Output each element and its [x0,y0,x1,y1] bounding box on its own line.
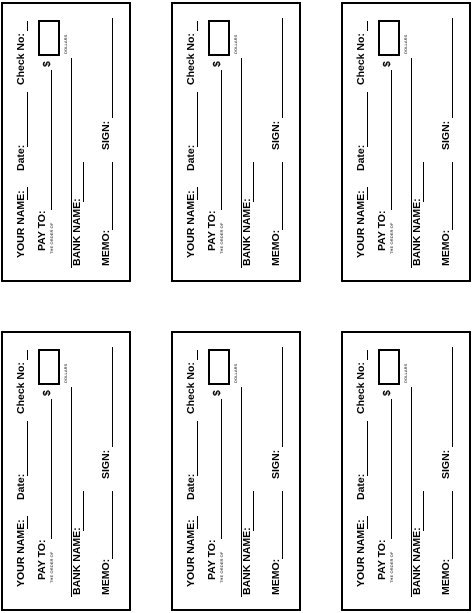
memo-line[interactable] [112,491,113,559]
bank-name-line[interactable] [83,162,84,202]
dollars-label: DOLLARS [63,363,68,383]
your-name-line[interactable] [197,187,198,200]
dollar-sign: $ [41,61,53,67]
memo-line[interactable] [452,162,453,230]
amount-box[interactable] [378,349,400,385]
dollar-sign: $ [211,390,223,396]
sign-label: SIGN: [440,120,452,150]
amount-box[interactable] [378,20,400,56]
check-template [341,331,471,611]
dollars-label: DOLLARS [403,363,408,383]
pay-to-label: PAY TO: [206,539,218,580]
your-name-label: YOUR NAME: [15,519,27,587]
check-content [3,333,129,609]
dollar-sign: $ [381,390,393,396]
check-no-label: Check No: [15,362,27,414]
date-line[interactable] [27,92,28,147]
memo-label: MEMO: [270,229,282,266]
bank-name-label: BANK NAME: [241,527,253,595]
sign-label: SIGN: [100,449,112,479]
check-no-label: Check No: [15,33,27,85]
sign-label: SIGN: [100,120,112,150]
bank-name-label: BANK NAME: [411,527,423,595]
order-of-label: THE ORDER OF [219,551,224,583]
check-template [171,2,301,282]
sign-label: SIGN: [270,120,282,150]
payee-line[interactable] [221,399,222,539]
payee-line[interactable] [391,70,392,210]
payee-line[interactable] [221,70,222,210]
dollars-label: DOLLARS [233,363,238,383]
date-line[interactable] [197,421,198,476]
sign-label: SIGN: [270,449,282,479]
your-name-label: YOUR NAME: [355,190,367,258]
check-template [341,2,471,282]
sign-line[interactable] [282,347,283,447]
check-no-line[interactable] [197,21,198,31]
your-name-label: YOUR NAME: [185,190,197,258]
order-of-label: THE ORDER OF [389,222,394,254]
dollars-label: DOLLARS [403,34,408,54]
pay-to-label: PAY TO: [376,210,388,251]
pay-to-label: PAY TO: [36,539,48,580]
check-no-label: Check No: [355,33,367,85]
check-no-line[interactable] [367,350,368,360]
order-of-label: THE ORDER OF [49,222,54,254]
check-no-label: Check No: [185,33,197,85]
check-no-line[interactable] [367,21,368,31]
memo-label: MEMO: [270,558,282,595]
dollar-sign: $ [41,390,53,396]
sign-line[interactable] [112,347,113,447]
check-content [173,333,299,609]
sign-line[interactable] [112,18,113,118]
memo-line[interactable] [282,162,283,230]
your-name-line[interactable] [197,516,198,529]
bank-name-line[interactable] [253,162,254,202]
sign-label: SIGN: [440,449,452,479]
your-name-label: YOUR NAME: [185,519,197,587]
amount-box[interactable] [208,20,230,56]
order-of-label: THE ORDER OF [49,551,54,583]
amount-box[interactable] [208,349,230,385]
amount-box[interactable] [38,20,60,56]
memo-line[interactable] [112,162,113,230]
order-of-label: THE ORDER OF [219,222,224,254]
your-name-line[interactable] [27,516,28,529]
check-no-line[interactable] [27,350,28,360]
your-name-line[interactable] [27,187,28,200]
date-label: Date: [355,144,367,171]
check-content [343,4,469,280]
check-content [343,333,469,609]
check-template [1,2,131,282]
memo-label: MEMO: [100,558,112,595]
memo-label: MEMO: [440,229,452,266]
order-of-label: THE ORDER OF [389,551,394,583]
bank-name-line[interactable] [83,491,84,531]
check-no-label: Check No: [355,362,367,414]
check-template [171,331,301,611]
bank-name-label: BANK NAME: [71,527,83,595]
bank-name-line[interactable] [423,162,424,202]
date-label: Date: [185,144,197,171]
memo-line[interactable] [282,491,283,559]
date-label: Date: [185,473,197,500]
date-line[interactable] [27,421,28,476]
your-name-line[interactable] [367,187,368,200]
bank-name-line[interactable] [253,491,254,531]
payee-line[interactable] [51,399,52,539]
check-content [173,4,299,280]
amount-box[interactable] [38,349,60,385]
date-label: Date: [15,144,27,171]
memo-label: MEMO: [440,558,452,595]
your-name-line[interactable] [367,516,368,529]
bank-name-label: BANK NAME: [411,198,423,266]
bank-name-line[interactable] [423,491,424,531]
check-no-line[interactable] [27,21,28,31]
your-name-label: YOUR NAME: [355,519,367,587]
check-no-line[interactable] [197,350,198,360]
sign-line[interactable] [282,18,283,118]
payee-line[interactable] [51,70,52,210]
dollar-sign: $ [211,61,223,67]
date-line[interactable] [367,421,368,476]
date-line[interactable] [197,92,198,147]
date-label: Date: [355,473,367,500]
memo-label: MEMO: [100,229,112,266]
your-name-label: YOUR NAME: [15,190,27,258]
dollars-label: DOLLARS [63,34,68,54]
check-template [1,331,131,611]
pay-to-label: PAY TO: [206,210,218,251]
sign-line[interactable] [452,18,453,118]
pay-to-label: PAY TO: [36,210,48,251]
bank-name-label: BANK NAME: [241,198,253,266]
dollar-sign: $ [381,61,393,67]
sign-line[interactable] [452,347,453,447]
bank-name-label: BANK NAME: [71,198,83,266]
payee-line[interactable] [391,399,392,539]
dollars-label: DOLLARS [233,34,238,54]
check-content [3,4,129,280]
memo-line[interactable] [452,491,453,559]
date-line[interactable] [367,92,368,147]
date-label: Date: [15,473,27,500]
check-no-label: Check No: [185,362,197,414]
pay-to-label: PAY TO: [376,539,388,580]
